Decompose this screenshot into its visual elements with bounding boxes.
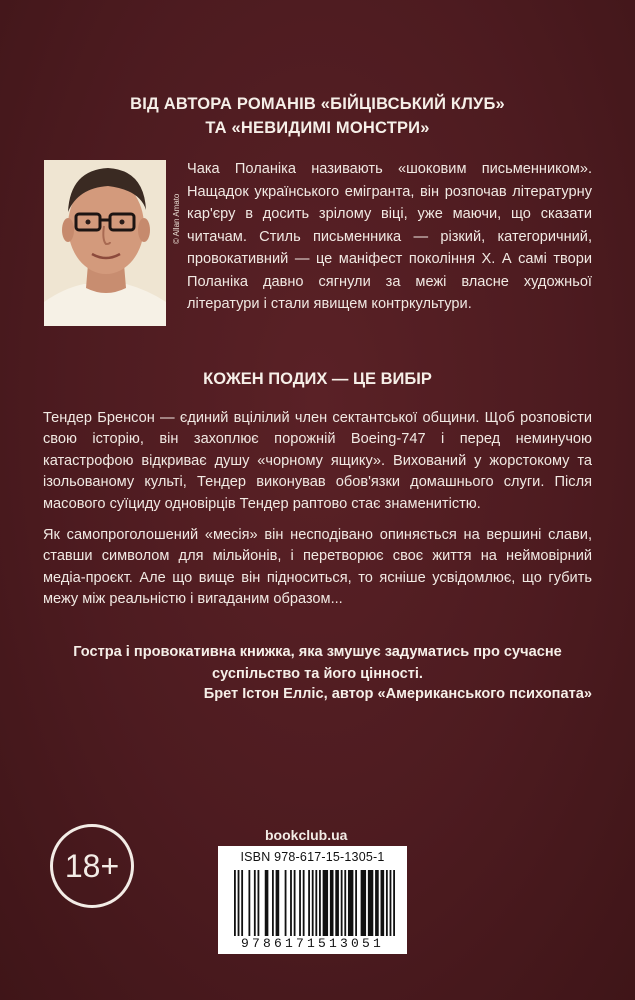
synopsis-paragraph-2: Як самопроголошений «месія» він несподівано опиняється на вершині слави, ставши символом для мільйонів, і перетворює своє життя на неймовірний медіа-проєкт. Але що вище він підноситься, то ясніше усвідомлює, що губить межу між реальністю і вигаданим образом... [43, 527, 592, 608]
barcode-bar [323, 870, 328, 936]
barcode-bar [344, 870, 346, 936]
author-promo-header [0, 92, 635, 140]
publisher-website: bookclub.ua [265, 827, 348, 843]
barcode-bar [272, 870, 274, 936]
barcode-bar [299, 870, 301, 936]
barcode-bar [315, 870, 317, 936]
barcode-bar [390, 870, 392, 936]
barcode-bar [285, 870, 287, 936]
age-rating-text: 18+ [64, 847, 120, 884]
barcode-bar [248, 870, 250, 936]
author-bio: Чака Поланіка називають «шоковим письменником». Нащадок українського емігранта, він розпочав літературну кар'єру в досить зрілому віці, уже маючи, що сказати читачам. Стиль письменника — різкий, категоричний, провокативний — це маніфест покоління X. А самі твори Поланіка давно сягнули за межі власне художньої літератури і стали явищем контркультури. [187, 161, 592, 312]
barcode-bar [241, 870, 243, 936]
barcode-bar [393, 870, 395, 936]
barcode-bar [254, 870, 256, 936]
barcode-bar [294, 870, 296, 936]
barcode-bar [265, 870, 269, 936]
isbn-barcode [218, 846, 407, 954]
barcode-bar [303, 870, 305, 936]
barcode-bar [381, 870, 385, 936]
barcode-bar [312, 870, 314, 936]
barcode-bar [319, 870, 321, 936]
author-photo [44, 160, 166, 326]
barcode-bar [276, 870, 280, 936]
barcode-bar [290, 870, 292, 936]
age-rating-badge [50, 824, 134, 908]
barcode-bar [355, 870, 357, 936]
barcode-digits: 9786171513051 [240, 936, 385, 951]
barcode-bar [308, 870, 310, 936]
barcode-bar [386, 870, 388, 936]
author-portrait-image [44, 160, 166, 326]
barcode-bar [368, 870, 373, 936]
barcode-bar [348, 870, 353, 936]
barcode-bar [361, 870, 366, 936]
barcode-bar [341, 870, 343, 936]
barcode-bar [335, 870, 339, 936]
barcode-bar [238, 870, 240, 936]
section-title: КОЖЕН ПОДИХ — ЦЕ ВИБІР [203, 370, 432, 388]
barcode-bar [375, 870, 379, 936]
barcode-bar [330, 870, 334, 936]
barcode-bar [258, 870, 260, 936]
isbn-label: ISBN 978-617-15-1305-1 [240, 850, 385, 864]
review-quote-author: Брет Істон Елліс, автор «Американського психопата» [203, 686, 592, 702]
header-line-2: ТА «НЕВИДИМІ МОНСТРИ» [205, 119, 430, 137]
header-line-1: ВІД АВТОРА РОМАНІВ «БІЙЦІВСЬКИЙ КЛУБ» [130, 95, 505, 113]
synopsis-paragraph-1: Тендер Бренсон — єдиний вцілілий член сектантської общини. Щоб розповісти свою історію, він захоплює порожній Boeing-747 і перед неминучою катастрофою відкриває душу «чорному ящику». Вихований у жорстокому та ізольованому культі, Тендер виконував обов'язки домашнього слуги. Після масового суїциду одновірців Тендер раптово стає знаменитістю. [43, 410, 592, 512]
photo-credit-text: © Allan Amato [172, 193, 181, 244]
barcode-bars [232, 870, 397, 936]
barcode-bar [234, 870, 236, 936]
review-quote: Гостра і провокативна книжка, яка змушує задуматись про сучасне суспільство та його цінності. [73, 644, 562, 682]
